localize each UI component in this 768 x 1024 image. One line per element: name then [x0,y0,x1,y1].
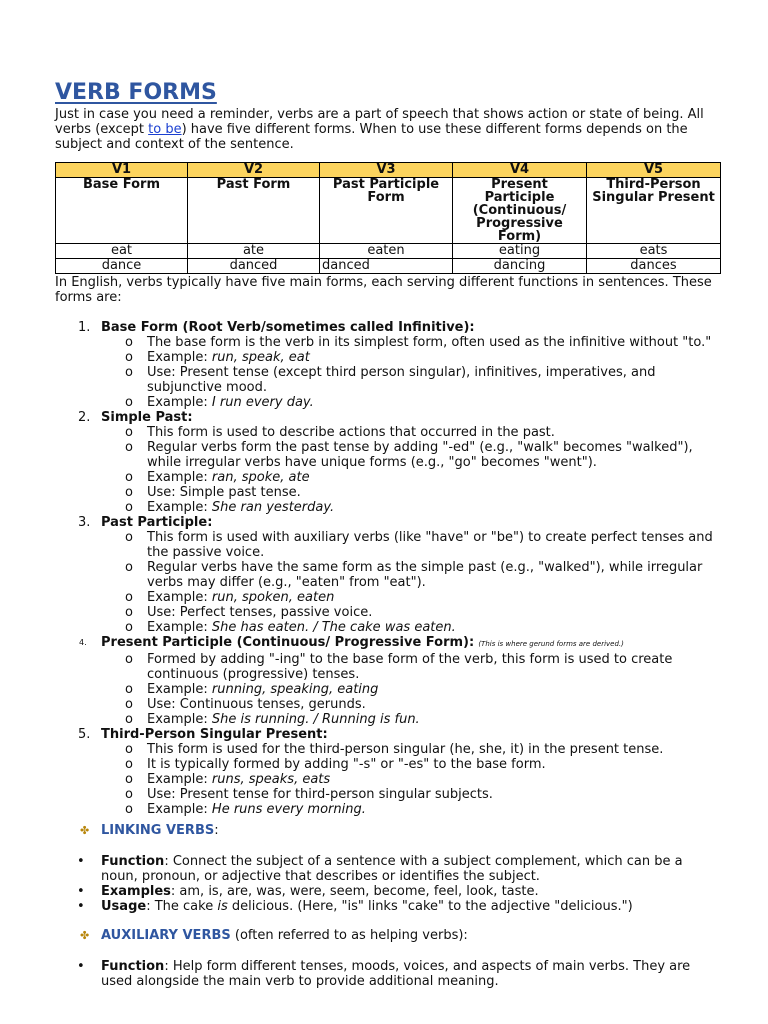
circle-bullet-icon: o [125,802,133,817]
section-title-suffix: : [214,823,219,838]
sub-list [101,530,768,635]
item-example: runs, speaks, eats [211,772,331,787]
list-item [0,727,768,817]
item-text: Example: [147,350,212,365]
list-item [0,854,691,884]
item-text: Example: [147,590,212,605]
circle-bullet-icon: o [125,620,133,635]
item-text: Example: [147,712,212,727]
item-example: She has eaten. / The cake was eaten. [211,620,456,635]
fleuron-icon: ✤ [80,929,90,942]
item-text: Regular verbs form the past tense by adding "-ed" (e.g., "walk" becomes "walked"), while irregular verbs have unique forms (e.g., "go" becomes "went"). [147,440,693,470]
circle-bullet-icon: o [125,742,133,757]
item-text: This form is used for the third-person singular (he, she, it) in the present tense. [147,742,664,757]
sub-list-item [101,757,717,772]
section-title: LINKING VERBS [101,823,215,838]
circle-bullet-icon: o [125,335,133,350]
bullet-text: : Help form different tenses, moods, voices, and aspects of main verbs. They are used alongside the main verb to provide additional meaning. [101,959,691,989]
circle-bullet-icon: o [125,757,133,772]
list-number: 1. [78,320,91,335]
item-example: I run every day. [211,395,314,410]
sub-list-item [101,485,717,500]
bullet-text: : The cake [146,899,218,914]
section-heading: Simple Past: [101,410,193,425]
section-note: (This is where gerund forms are derived.) [478,640,624,648]
sub-list-item [101,440,717,470]
table-cell: eating [453,244,587,259]
section-title-suffix: (often referred to as helping verbs): [230,928,468,943]
header-v1: V1 [56,163,188,178]
table-cell: eat [56,244,188,259]
item-text: This form is used to describe actions that occurred in the past. [147,425,555,440]
circle-bullet-icon: o [125,365,133,380]
table-row [56,244,721,259]
table-cell: dances [587,259,721,274]
sub-list-item [101,395,717,410]
list-item [0,410,768,515]
bullet-emphasis: is [217,899,228,914]
circle-bullet-icon: o [125,485,133,500]
item-text: Use: Simple past tense. [147,485,301,500]
item-text: Use: Continuous tenses, gerunds. [147,697,366,712]
list-item [0,884,691,899]
subheader-cell: Past Participle Form [320,178,453,244]
sub-list-item [101,787,717,802]
sub-list-item [101,560,717,590]
circle-bullet-icon: o [125,712,133,727]
circle-bullet-icon: o [125,682,133,697]
bullet-text: : am, is, are, was, were, seem, become, feel, look, taste. [170,884,539,899]
sub-list-item [101,590,717,605]
bullet-icon: • [77,884,85,899]
item-text: Example: [147,470,212,485]
header-v5: V5 [587,163,721,178]
item-example: running, speaking, eating [211,682,379,697]
intro-text-start: Just in case you need a reminder, verbs are a part of speech that shows action or state of being. All verbs (except [55,107,704,137]
table-subheader-row [56,178,721,244]
bullet-label: Function [101,854,165,869]
table-cell: ate [188,244,320,259]
bullet-label: Examples [101,884,171,899]
auxiliary-verbs-heading [80,928,468,943]
verb-forms-table [55,162,721,274]
sub-list [101,335,768,410]
item-text: Example: [147,802,212,817]
to-be-link[interactable]: to be [148,122,182,137]
subheader-cell: Base Form [56,178,188,244]
list-item [0,320,768,410]
subheader-cell: Third-Person Singular Present [587,178,721,244]
sub-list-item [101,682,717,697]
item-text: This form is used with auxiliary verbs (like "have" or "be") to create perfect tenses and the passive voice. [147,530,713,560]
bullet-label: Function [101,959,165,974]
item-text: The base form is the verb in its simplest form, often used as the infinitive without "to." [147,335,712,350]
fleuron-icon: ✤ [80,824,90,837]
item-example: She is running. / Running is fun. [211,712,420,727]
sub-list-item [101,605,717,620]
sub-list-item [101,620,717,635]
forms-intro-paragraph: In English, verbs typically have five main forms, each serving different functions in sentences. These forms are: [55,275,712,305]
item-example: run, spoken, eaten [211,590,335,605]
intro-paragraph [55,107,715,152]
circle-bullet-icon: o [125,425,133,440]
sub-list-item [101,365,717,395]
item-text: It is typically formed by adding "-s" or "-es" to the base form. [147,757,546,772]
table-cell: dance [56,259,188,274]
table-cell: danced [188,259,320,274]
circle-bullet-icon: o [125,697,133,712]
list-number: 3. [78,515,91,530]
section-heading: Present Participle (Continuous/ Progressive Form): [101,635,475,650]
sub-list-item [101,772,717,787]
list-item [0,635,768,727]
item-text: Example: [147,395,212,410]
circle-bullet-icon: o [125,652,133,667]
intro-text-end: ) have five different forms. When to use these different forms depends on the subject and context of the sentence. [55,122,688,152]
item-example: run, speak, eat [211,350,310,365]
list-item [0,899,691,914]
item-text: Use: Perfect tenses, passive voice. [147,605,373,620]
table-cell: dancing [453,259,587,274]
sub-list [101,742,768,817]
list-item [0,959,691,989]
sub-list-item [101,712,717,727]
circle-bullet-icon: o [125,530,133,545]
table-header-row [56,163,721,178]
item-text: Example: [147,682,212,697]
circle-bullet-icon: o [125,395,133,410]
list-number: 4. [79,638,87,647]
bullet-icon: • [77,899,85,914]
bullet-text-end: delicious. (Here, "is" links "cake" to the adjective "delicious.") [227,899,633,914]
sub-list-item [101,500,717,515]
item-text: Example: [147,500,212,515]
bullet-icon: • [77,959,85,974]
list-number: 5. [78,727,91,742]
auxiliary-verbs-list [0,959,768,989]
list-number: 2. [78,410,91,425]
circle-bullet-icon: o [125,590,133,605]
circle-bullet-icon: o [125,350,133,365]
table-cell: eats [587,244,721,259]
sub-list [101,652,768,727]
sub-list-item [101,697,717,712]
sub-list-item [101,350,717,365]
section-heading: Third-Person Singular Present: [101,727,328,742]
section-heading: Base Form (Root Verb/sometimes called Infinitive): [101,320,475,335]
sub-list [101,425,768,515]
bullet-text: : Connect the subject of a sentence with a subject complement, which can be a noun, pronoun, or adjective that describes or identifies the subject. [101,854,683,884]
circle-bullet-icon: o [125,772,133,787]
circle-bullet-icon: o [125,440,133,455]
circle-bullet-icon: o [125,787,133,802]
section-heading: Past Participle: [101,515,213,530]
sub-list-item [101,652,717,682]
header-v4: V4 [453,163,587,178]
sub-list-item [101,530,717,560]
item-text: Example: [147,620,212,635]
item-example: ran, spoke, ate [211,470,310,485]
table-cell: eaten [320,244,453,259]
page-title: VERB FORMS [55,80,217,105]
bullet-label: Usage [101,899,147,914]
item-text: Use: Present tense (except third person singular), infinitives, imperatives, and subjunctive mood. [147,365,656,395]
list-item [0,515,768,635]
sub-list-item [101,425,717,440]
sub-list-item [101,335,717,350]
circle-bullet-icon: o [125,605,133,620]
circle-bullet-icon: o [125,470,133,485]
table-cell: danced [320,259,453,274]
section-title: AUXILIARY VERBS [101,928,231,943]
subheader-cell: Present Participle (Continuous/ Progressive Form) [453,178,587,244]
item-example: He runs every morning. [211,802,366,817]
header-v3: V3 [320,163,453,178]
sub-list-item [101,742,717,757]
item-example: She ran yesterday. [211,500,335,515]
item-text: Example: [147,772,212,787]
linking-verbs-list [0,854,768,914]
bullet-icon: • [77,854,85,869]
verb-forms-list [0,320,768,817]
circle-bullet-icon: o [125,500,133,515]
sub-list-item [101,802,717,817]
circle-bullet-icon: o [125,560,133,575]
sub-list-item [101,470,717,485]
subheader-cell: Past Form [188,178,320,244]
linking-verbs-heading [80,823,219,838]
table-row [56,259,721,274]
header-v2: V2 [188,163,320,178]
item-text: Use: Present tense for third-person singular subjects. [147,787,493,802]
item-text: Formed by adding "-ing" to the base form of the verb, this form is used to create continuous (progressive) tenses. [147,652,673,682]
item-text: Regular verbs have the same form as the simple past (e.g., "walked"), while irregular verbs may differ (e.g., "eaten" from "eat"). [147,560,703,590]
